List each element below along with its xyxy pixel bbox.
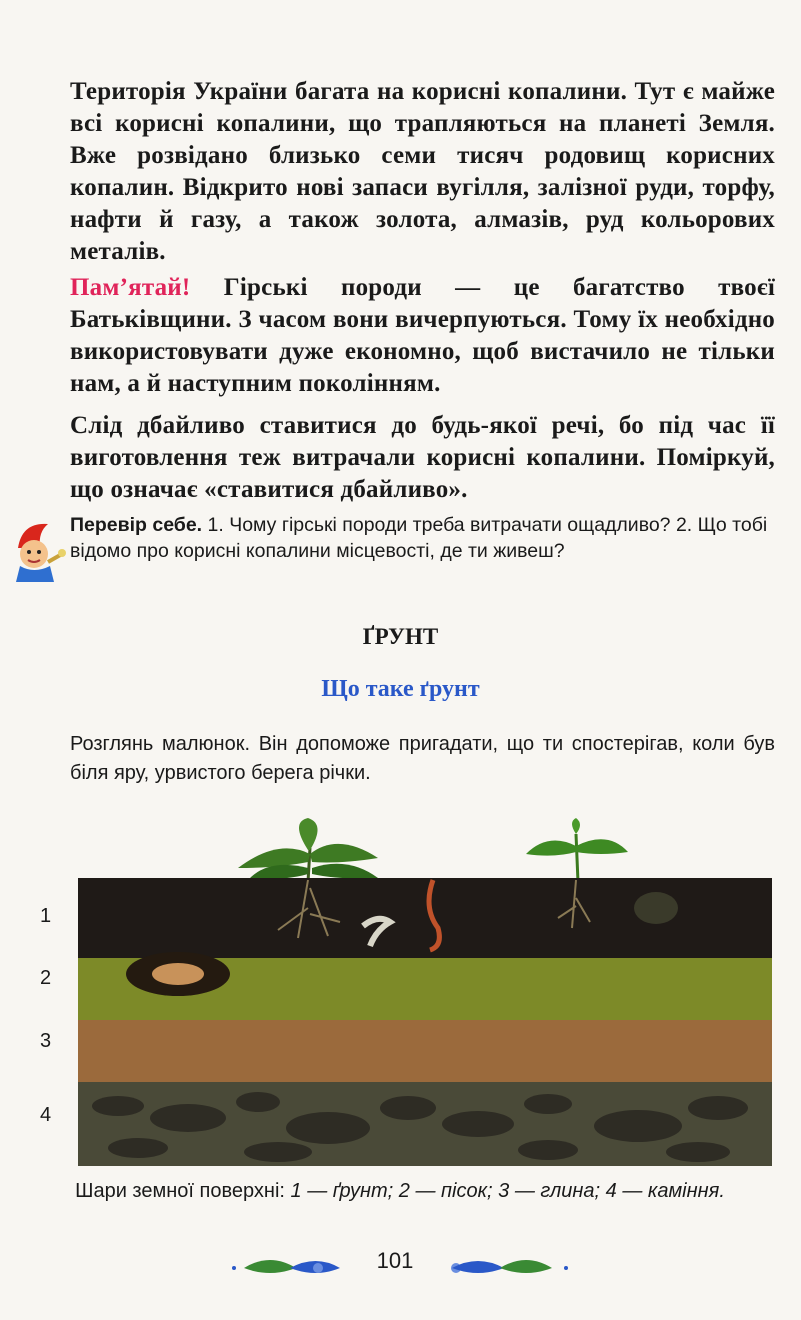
self-check-text: 1. Чому гірські породи треба витрачати ощадливо? 2. Що тобі відомо про корисні копалини місцевості, де ти живеш? <box>70 514 768 562</box>
layer-number-3: 3 <box>40 1030 52 1052</box>
floral-ornament-left-icon <box>232 1260 340 1273</box>
plant-left <box>238 818 378 882</box>
intro-text: Розглянь малюнок. Він допоможе пригадати, що ти спостерігав, коли був біля яру, урвистого берега річки. <box>70 733 775 784</box>
self-check-label: Перевір себе. <box>70 514 203 536</box>
page-number: 101 <box>376 1248 414 1273</box>
caption-prefix: Шари земної поверхні: <box>75 1180 291 1202</box>
section-title: ҐРУНТ <box>362 624 439 649</box>
gnome-icon <box>4 518 68 584</box>
layer-number-2: 2 <box>40 967 52 989</box>
self-check <box>70 512 775 564</box>
caption-items: 1 — ґрунт; 2 — пісок; 3 — глина; 4 — каміння. <box>290 1180 725 1202</box>
beetle <box>634 892 678 924</box>
paragraph-care: Слід дбайливо ставитися до будь-якої речі, бо під час її виготовлення теж витрачали корисні копалини. Поміркуй, що означає «ставитися дбайливо». <box>70 412 775 503</box>
mole <box>152 963 204 985</box>
layer-number-1: 1 <box>40 905 52 927</box>
remember-text: Гірські породи — це багатство твоєї Батьківщини. З часом вони вичерпуються. Тому їх необхідно використовувати дуже економно, щоб вистачило не тільки нам, а й наступним поколінням. <box>70 274 775 397</box>
layer-clay <box>78 1020 772 1082</box>
plant-right <box>526 818 628 882</box>
paragraph-remember <box>70 272 775 400</box>
subsection-title: Що таке ґрунт <box>321 676 480 702</box>
floral-ornament-right-icon <box>451 1260 568 1273</box>
layer-number-4: 4 <box>40 1104 52 1126</box>
figure-caption <box>60 1178 740 1205</box>
paragraph-minerals: Територія України багата на корисні копалини. Тут є майже всі корисні копалини, що трапляються на планеті Земля. Вже розвідано близько семи тисяч родовищ корисних копалин. Відкрито нові запаси вугілля, залізної руди, торфу, нафти й газу, а також золота, алмазів, руд кольорових металів. <box>70 78 775 265</box>
remember-label: Пам’ятай! <box>70 274 191 301</box>
soil-layers-figure <box>78 818 772 1166</box>
